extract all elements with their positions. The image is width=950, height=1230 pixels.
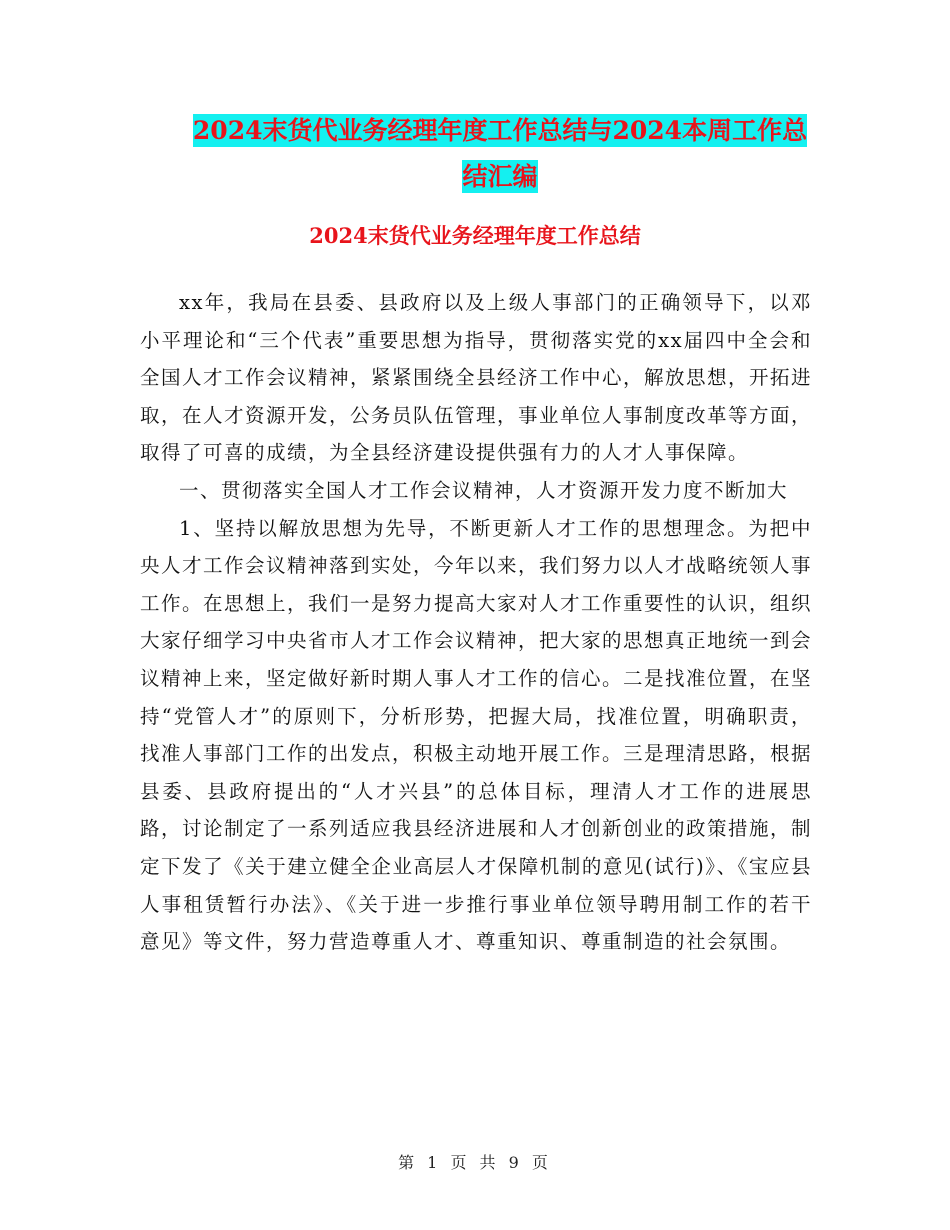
paragraph-intro: xx年，我局在县委、县政府以及上级人事部门的正确领导下，以邓小平理论和“三个代表”重要思想为指导，贯彻落实党的xx届四中全会和全国人才工作会议精神，紧紧围绕全县经济工作中心，解放思想，开拓进取，在人才资源开发，公务员队伍管理，事业单位人事制度改革等方面，取得了可喜的成绩，为全县经济建设提供强有力的人才人事保障。 [140, 291, 813, 465]
document-body [140, 284, 812, 961]
page-footer: 第 1 页 共 9 页 [398, 1153, 552, 1172]
paragraph-item-1: 1、坚持以解放思想为先导，不断更新人才工作的思想理念。为把中央人才工作会议精神落到实处，今年以来，我们努力以人才战略统领人事工作。在思想上，我们一是努力提高大家对人才工作重要性的认识，组织大家仔细学习中央省市人才工作会议精神，把大家的思想真正地统一到会议精神上来，坚定做好新时期人事人才工作的信心。二是找准位置，在坚持“党管人才”的原则下，分析形势，把握大局，找准位置，明确职责，找准人事部门工作的出发点，积极主动地开展工作。三是理清思路，根据县委、县政府提出的“人才兴县”的总体目标，理清人才工作的进展思路，讨论制定了一系列适应我县经济进展和人才创新创业的政策措施，制定下发了《关于建立健全企业高层人才保障机制的意见(试行)》、《宝应县人事租赁暂行办法》、《关于进一步推行事业单位领导聘用制工作的若干意见》等文件，努力营造尊重人才、尊重知识、尊重制造的社会氛围。 [140, 516, 813, 954]
document-title [140, 108, 860, 200]
paragraph-heading-1: 一、贯彻落实全国人才工作会议精神，人才资源开发力度不断加大 [179, 478, 789, 502]
document-title-line-1: 2024末货代业务经理年度工作总结与2024本周工作总 [192, 116, 808, 145]
section-title: 2024末货代业务经理年度工作总结 [309, 223, 641, 248]
document-title-line-2: 结汇编 [462, 162, 538, 191]
